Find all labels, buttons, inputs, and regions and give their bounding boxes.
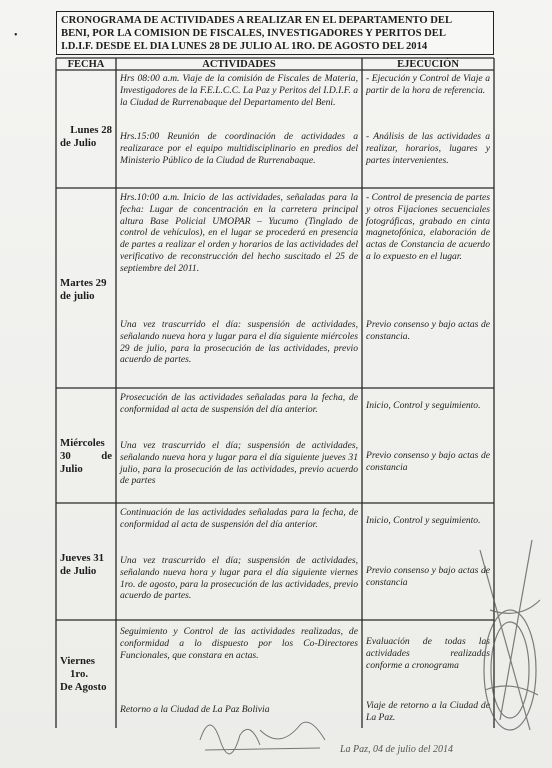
row-5-activity-1: Seguimiento y Control de las actividades realizadas, de conformidad a lo dispuesto por los Co-Directores Funcionales, que constara en actas. [120, 626, 358, 661]
row-3-execution-2: Previo consenso y bajo actas de constancia [366, 450, 490, 473]
row-3-date-line-2: 30 de [60, 450, 112, 462]
row-3-date [60, 437, 112, 476]
row-5-execution-2: Viaje de retorno a la Ciudad de La Paz. [366, 700, 490, 723]
row-1-execution-1: - Ejecución y Control de Viaje a partir de la hora de referencia. [366, 73, 490, 96]
row-4-date-line-2: de Julio [60, 565, 97, 577]
row-5-date-line-2: 1ro. [70, 668, 89, 680]
row-4-date [60, 552, 112, 578]
row-4-execution-1: Inicio, Control y seguimiento. [366, 515, 481, 526]
signature-icon [190, 700, 340, 760]
row-1-date-line-1: Lunes 28 [70, 124, 112, 136]
row-5-execution-1: Evaluación de todas las actividades realizadas conforme a cronograma [366, 636, 490, 671]
header-actividades: ACTIVIDADES [202, 59, 276, 70]
row-2-activity-1: Hrs.10:00 a.m. Inicio de las actividades, señaladas para la fecha: Lugar de concentración en la carretera principal altura Base Policial UMOPAR – Yucumo (Tinglado de control de vehículos), en el lugar se procederá en presencia de partes a realizar el orden y horarios de las actividades del verificativo de reconstrucción del hecho suscitado el 25 de septiembre del 2011. [120, 192, 358, 274]
row-1-execution-2: - Análisis de las actividades a realizar, horarios, lugares y partes intervenientes. [366, 131, 490, 166]
row-4-activity-2: Una vez trascurrido el día; suspensión de actividades, señalando nueva hora y lugar para el día siguiente viernes 1ro. de agosto, para la prosecución de las actividades, previo acuerdo de partes. [120, 555, 358, 602]
row-3-date-line-1: Miércoles [60, 437, 105, 449]
row-5-date-line-1: Viernes [60, 655, 95, 667]
title-line-3: I.D.I.F. DESDE EL DIA LUNES 28 DE JULIO AL 1RO. DE AGOSTO DEL 2014 [61, 41, 428, 52]
row-5-activity-2: Retorno a la Ciudad de La Paz Bolivia [120, 704, 270, 715]
row-1-date-line-2: de Julio [60, 137, 97, 149]
row-4-activity-1: Continuación de las actividades señaladas para la fecha, de conformidad al acta de suspensión del día anterior. [120, 507, 358, 530]
margin-bullet: • [14, 30, 18, 41]
row-4-execution-2: Previo consenso y bajo actas de constancia [366, 565, 490, 588]
row-5-date [60, 655, 112, 694]
document-footer-date: La Paz, 04 de julio del 2014 [340, 744, 454, 755]
row-2-execution-1: - Control de presencia de partes y otros Fijaciones secuenciales fotográficas, grabado en cinta magnetofónica, elaboración de actas de Constancia de acuerdo a lo expuesto en el lugar. [366, 192, 490, 262]
row-1-activity-2: Hrs.15:00 Reunión de coordinación de actividades a realizarace por el equipo multidisciplinario en predios del Ministerio Público de la Ciudad de Rurrenabaque. [120, 131, 358, 166]
title-line-1: CRONOGRAMA DE ACTIVIDADES A REALIZAR EN EL DEPARTAMENTO DEL [61, 15, 453, 26]
row-3-activity-1: Prosecución de las actividades señaladas para la fecha, de conformidad al acta de suspensión del día anterior. [120, 392, 358, 415]
row-2-date-line-1: Martes 29 [60, 277, 107, 289]
header-fecha: FECHA [67, 59, 105, 70]
row-3-execution-1: Inicio, Control y seguimiento. [366, 400, 481, 411]
title-line-2: BENI, POR LA COMISION DE FISCALES, INVESTIGADORES Y PERITOS DEL [61, 28, 446, 39]
row-2-date-line-2: de julio [60, 290, 95, 302]
row-2-date [60, 277, 114, 303]
row-3-activity-2: Una vez trascurrido el día; suspensión de actividades, señalando nueva hora y lugar para el día siguiente jueves 31 julio, para la prosecución de las actividades, previo acuerdo de partes [120, 440, 358, 487]
row-5-date-line-3: De Agosto [60, 681, 107, 693]
header-ejecucion: EJECUCIÓN [397, 59, 459, 70]
row-2-execution-2: Previo consenso y bajo actas de constancia. [366, 319, 490, 342]
row-2-activity-2: Una vez trascurrido el día: suspensión de actividades, señalando nueva hora y lugar para el día siguiente miércoles 29 de julio, para la prosecución de las actividades, previo acuerdo de partes. [120, 319, 358, 366]
row-1-date [60, 124, 112, 150]
row-3-date-line-3: Julio [60, 463, 83, 475]
row-1-activity-1: Hrs 08:00 a.m. Viaje de la comisión de Fiscales de Materia, Investigadores de la F.E.L.C.C. La Paz y Peritos del I.D.I.F. a la Ciudad de Rurrenabaque del Departamento del Beni. [120, 73, 358, 108]
official-stamp-icon [470, 520, 550, 750]
row-4-date-line-1: Jueves 31 [60, 552, 105, 564]
